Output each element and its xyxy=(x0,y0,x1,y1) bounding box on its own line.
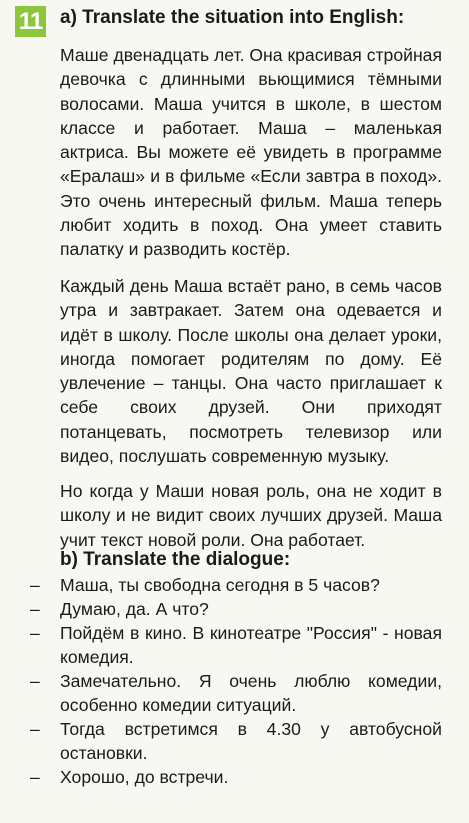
dialogue-line-text: Тогда встретимся в 4.30 у автобусной остановки. xyxy=(60,719,442,764)
heading-translate-situation: a) Translate the situation into English: xyxy=(60,7,405,28)
dialogue-line-text: Маша, ты свободна сегодня в 5 часов? xyxy=(60,575,380,595)
dialogue-line-text: Думаю, да. А что? xyxy=(60,599,209,619)
dialogue-line xyxy=(30,669,442,718)
dialogue-line xyxy=(30,717,442,766)
dialogue-line xyxy=(30,621,442,670)
dialogue-line xyxy=(30,597,442,621)
dialogue-dash: – xyxy=(30,719,40,739)
dialogue-dash: – xyxy=(30,767,40,787)
paragraph-new-role: Но когда у Маши новая роль, она не ходит в школу и не видит своих лучших друзей. Маша учит текст новой роли. Она работает. xyxy=(60,481,442,550)
paragraph-intro: Маше двенадцать лет. Она красивая стройная девочка с длинными вьющимися тёмными волосами. Маша учится в школе, в шестом классе и работает. Маша – маленькая актриса. Вы можете её увидеть в программе «Ералаш» и в фильме «Если завтра в поход». Это очень интересный фильм. Маша теперь любит ходить в поход. Она умеет ставить палатку и разводить костёр. xyxy=(60,45,442,260)
heading-translate-dialogue: b) Translate the dialogue: xyxy=(60,549,291,570)
dialogue-line-text: Хорошо, до встречи. xyxy=(60,767,229,787)
dialogue-line-text: Пойдём в кино. В кинотеатре "Россия" - новая комедия. xyxy=(60,623,442,668)
paragraph-daily-routine: Каждый день Маша встаёт рано, в семь часов утра и завтракает. Затем она одевается и идёт в школу. После школы она делает уроки, иногда помогает родителям по дому. Её увлечение – танцы. Она часто приглашает к себе своих друзей. Они приходят потанцевать, посмотреть телевизор или видео, послушать современную музыку. xyxy=(60,276,442,467)
dialogue-line xyxy=(30,765,442,789)
dialogue-dash: – xyxy=(30,623,40,643)
dialogue-line xyxy=(30,573,442,597)
dialogue-dash: – xyxy=(30,599,40,619)
exercise-number-badge: 11 xyxy=(15,6,46,37)
dialogue-dash: – xyxy=(30,671,40,691)
dialogue-line-text: Замечательно. Я очень люблю комедии, особенно комедии ситуаций. xyxy=(60,671,442,716)
dialogue-dash: – xyxy=(30,575,40,595)
